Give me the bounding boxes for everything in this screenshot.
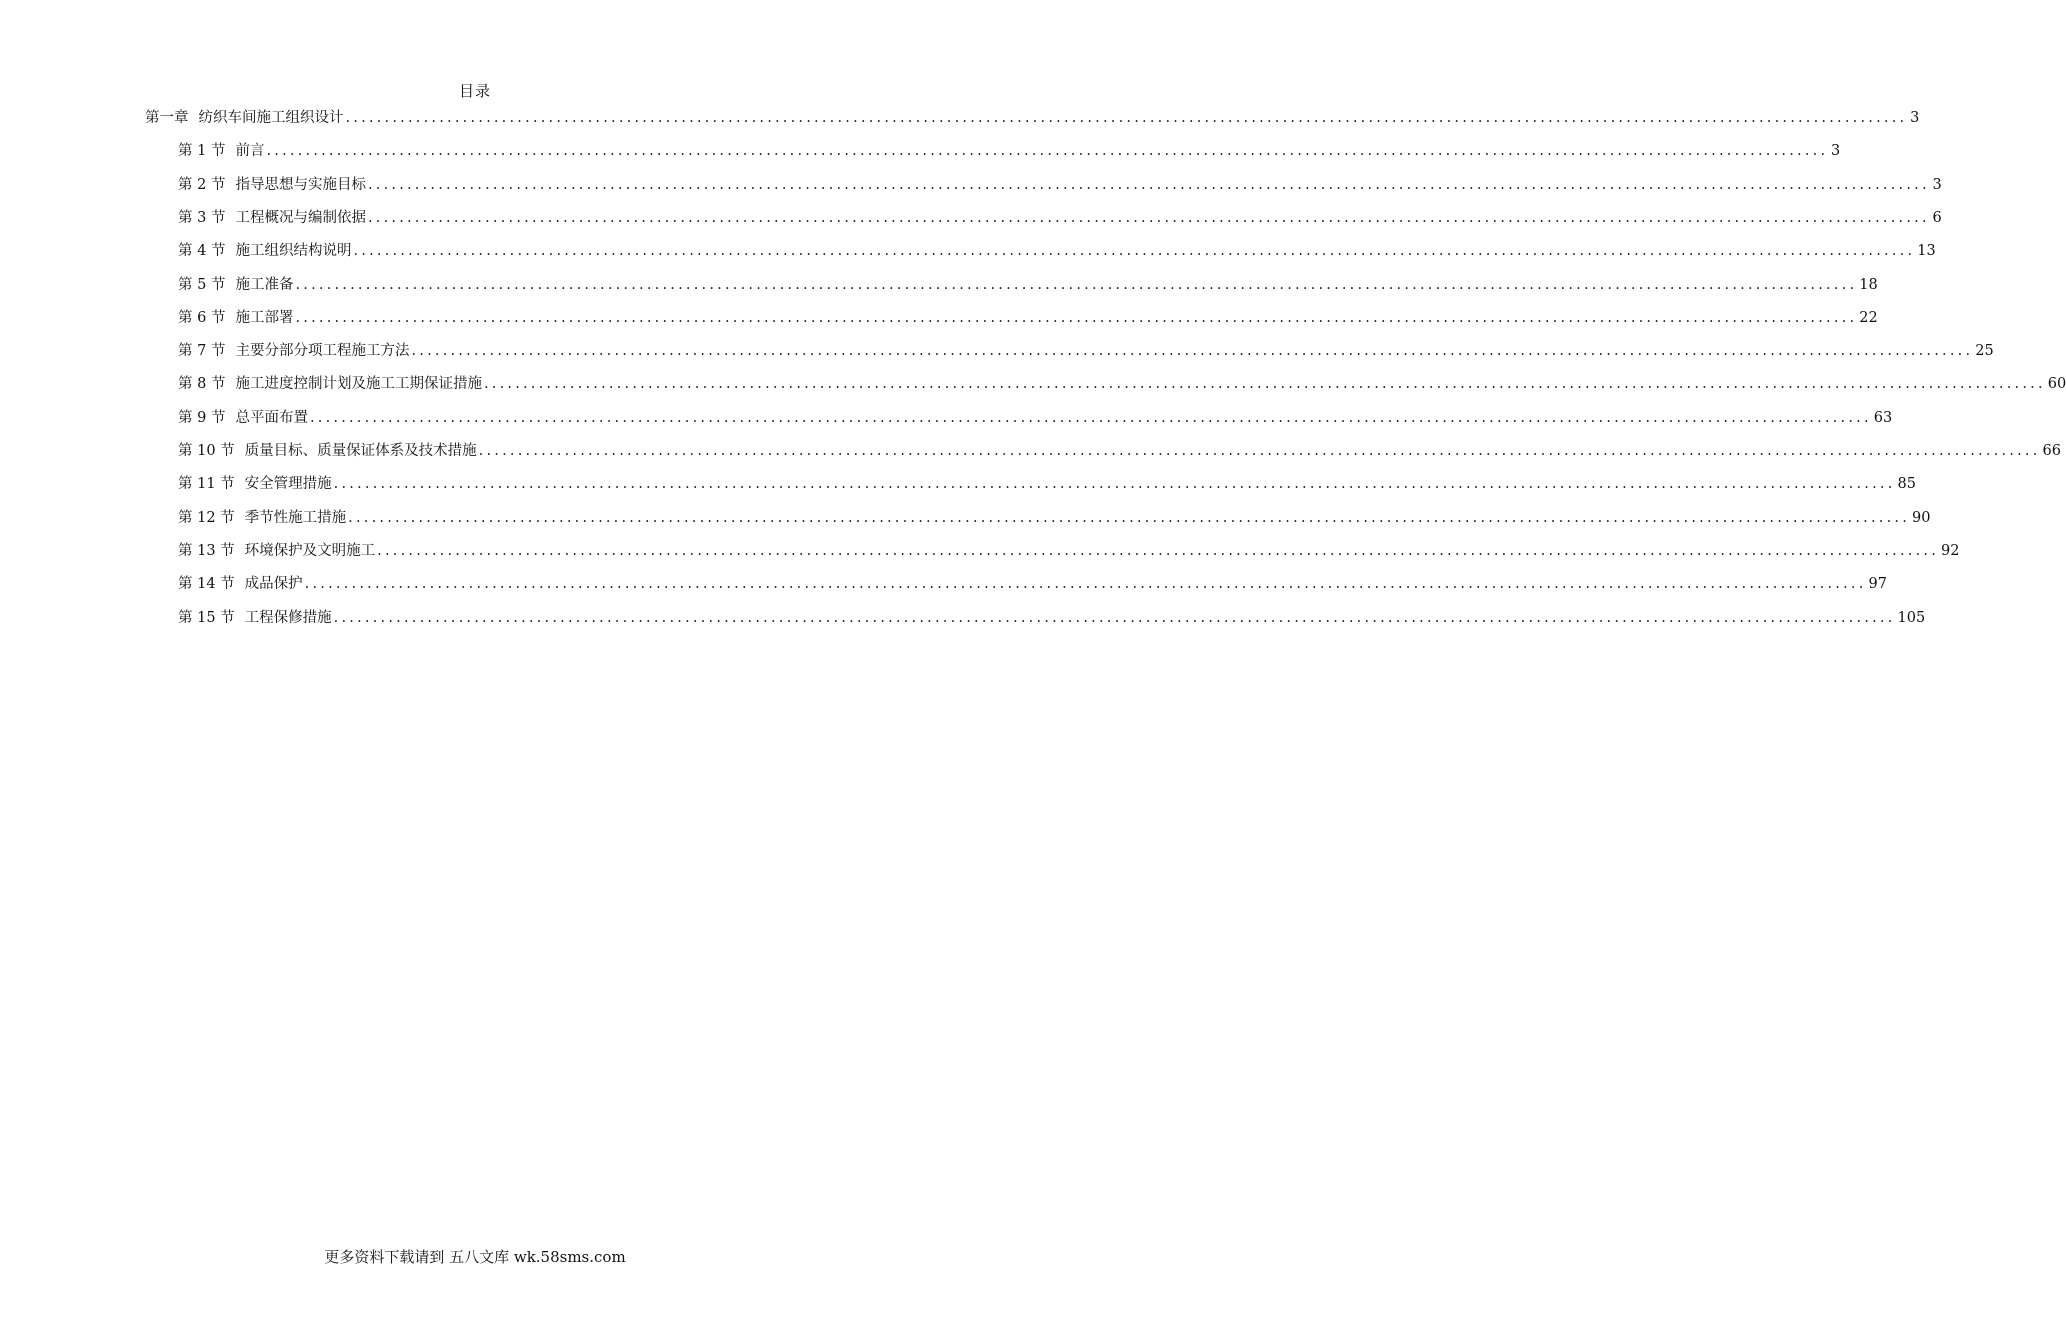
toc-section-entry[interactable] [178,273,1878,295]
toc-section-entry[interactable] [178,372,2066,394]
toc-entry-number: 第 15 节 [178,609,235,626]
toc-dot-leader: ........................................................................................................................................................................................................ [266,143,1829,160]
toc-entry-label: 施工组织结构说明 [235,243,352,260]
toc-entry-number: 第 5 节 [178,276,226,293]
toc-entry-number: 第 11 节 [178,476,235,493]
toc-entry-label: 前言 [235,143,265,160]
toc-dot-leader: ........................................................................................................................................................................................................ [377,542,1939,559]
toc-entry-label: 成品保护 [244,576,303,593]
toc-entry-label: 施工准备 [235,276,294,293]
toc-entry-number: 第 7 节 [178,343,226,360]
toc-entry-label: 安全管理措施 [244,476,332,493]
toc-entry-number: 第 10 节 [178,443,235,459]
toc-entry-label: 指导思想与实施目标 [235,176,366,193]
toc-entry-label: 质量目标、质量保证体系及技术措施 [244,443,477,459]
toc-entry-number: 第 13 节 [178,542,235,559]
toc-entry-number: 第 4 节 [178,243,226,260]
toc-dot-leader: ........................................................................................................................................................................................................ [333,476,1896,493]
toc-entry-number: 第 3 节 [178,209,226,226]
toc-entry-page-number: 85 [1897,476,1916,493]
toc-section-entry[interactable] [178,472,1916,494]
toc-entry-number: 第 2 节 [178,176,226,193]
toc-dot-leader: ........................................................................................................................................................................................................ [411,343,1974,360]
toc-entry-page-number: 6 [1932,209,1942,226]
toc-entry-page-number: 3 [1831,143,1841,160]
toc-section-entry[interactable] [178,606,1926,628]
toc-section-entry[interactable] [178,572,1887,594]
toc-entry-page-number: 13 [1917,243,1936,260]
toc-dot-leader: ........................................................................................................................................................................................................ [348,509,1910,526]
toc-section-entry[interactable] [178,439,2061,461]
toc-entry-page-number: 18 [1859,276,1878,293]
toc-entry-label: 施工部署 [235,309,294,326]
toc-entry-label: 纺织车间施工组织设计 [198,110,344,126]
toc-entry-label: 施工进度控制计划及施工工期保证措施 [235,376,482,393]
toc-entry-page-number: 22 [1859,309,1878,326]
toc-entry-page-number: 92 [1941,542,1960,559]
toc-entry-label: 主要分部分项工程施工方法 [235,343,410,360]
toc-entry-page-number: 3 [1910,110,1920,126]
toc-dot-leader: ........................................................................................................................................................................................................ [483,376,2046,393]
toc-section-entry[interactable] [178,206,1942,228]
toc-dot-leader: ........................................................................................................................................................................................................ [333,609,1896,626]
toc-dot-leader: ........................................................................................................................................................................................................ [304,576,1867,593]
footer-text: 更多资料下载请到 五八文库 wk.58sms.com [324,1248,626,1266]
toc-entry-number: 第 12 节 [178,509,235,526]
toc-entry-number: 第 14 节 [178,576,235,593]
toc-entry-page-number: 60 [2047,376,2066,393]
toc-entry-page-number: 66 [2042,443,2061,459]
toc-section-entry[interactable] [178,506,1931,528]
toc-entry-label: 环境保护及文明施工 [244,542,376,559]
toc-entry-label: 季节性施工措施 [244,509,347,526]
toc-entry-label: 工程保修措施 [244,609,332,626]
toc-entry-number: 第 8 节 [178,376,226,393]
toc-entry-page-number: 25 [1975,343,1994,360]
toc-dot-leader: ........................................................................................................................................................................................................ [295,309,1858,326]
toc-dot-leader: ........................................................................................................................................................................................................ [353,243,1916,260]
toc-entry-label: 总平面布置 [235,409,308,426]
toc-entry-label: 工程概况与编制依据 [235,209,366,226]
toc-section-entry[interactable] [178,406,1893,428]
toc-dot-leader: ........................................................................................................................................................................................................ [367,209,1930,226]
toc-dot-leader: ........................................................................................................................................................................................................ [345,110,1908,126]
toc-section-entry[interactable] [178,239,1936,261]
toc-entry-page-number: 3 [1932,176,1942,193]
toc-dot-leader: ........................................................................................................................................................................................................ [295,276,1858,293]
toc-section-entry[interactable] [178,339,1994,361]
toc-entry-number: 第 1 节 [178,143,226,160]
toc-title: 目录 [458,82,491,100]
toc-section-entry[interactable] [178,306,1878,328]
toc-entry-page-number: 63 [1873,409,1893,426]
toc-entry-number: 第 6 节 [178,309,226,326]
toc-section-entry[interactable] [178,173,1942,195]
toc-dot-leader: ........................................................................................................................................................................................................ [309,409,1872,426]
toc-entry-page-number: 90 [1912,509,1931,526]
toc-chapter-entry[interactable] [145,106,1920,128]
toc-entry-page-number: 97 [1868,576,1887,593]
toc-section-entry[interactable] [178,539,1960,561]
toc-entry-number: 第 9 节 [178,409,226,426]
toc-entry-page-number: 105 [1897,609,1926,626]
toc-section-entry[interactable] [178,139,1841,161]
toc-entry-number: 第一章 [145,110,189,126]
toc-dot-leader: ........................................................................................................................................................................................................ [367,176,1930,193]
toc-dot-leader: ........................................................................................................................................................................................................ [478,443,2041,459]
